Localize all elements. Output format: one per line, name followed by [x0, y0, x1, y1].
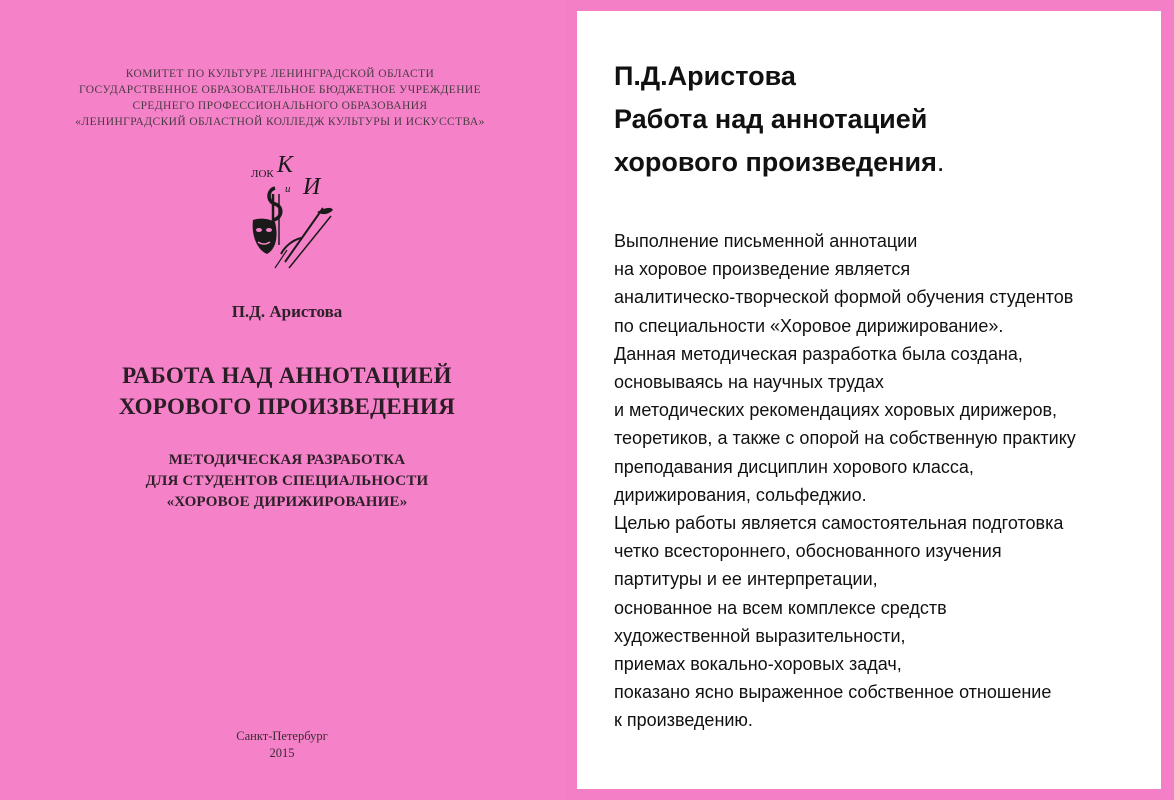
- annotation-line: основанное на всем комплексе средств: [614, 597, 947, 618]
- annotation-line: дирижирования, сольфеджио.: [614, 484, 867, 505]
- panel-title-period: .: [936, 147, 945, 177]
- annotation-line: аналитическо-творческой формой обучения студентов: [614, 287, 1074, 308]
- annotation-line: к произведению.: [614, 710, 753, 731]
- institution-line: ГОСУДАРСТВЕННОЕ ОБРАЗОВАТЕЛЬНОЕ БЮДЖЕТНОЕ УЧРЕЖДЕНИЕ: [78, 84, 482, 96]
- book-cover: [0, 0, 565, 800]
- panel-title-line: Работа над аннотацией: [614, 104, 928, 134]
- cover-year: 2015: [269, 746, 295, 760]
- cover-title: [0, 360, 574, 422]
- annotation-line: Выполнение письменной аннотации: [614, 231, 918, 251]
- annotation-line: художественной выразительности,: [614, 625, 906, 646]
- logo-text-k: К: [277, 152, 293, 178]
- annotation-line: основываясь на научных трудах: [614, 372, 884, 393]
- annotation-text: [614, 227, 1159, 735]
- annotation-line: на хоровое произведение является: [614, 259, 911, 280]
- logo-text-i: и: [285, 183, 291, 195]
- annotation-panel: [577, 11, 1161, 789]
- cover-author: П.Д. Аристова: [231, 302, 343, 321]
- college-logo-icon: [245, 150, 345, 275]
- cover-subtitle-line: «ХОРОВОЕ ДИРИЖИРОВАНИЕ»: [166, 494, 408, 510]
- institution-line: «ЛЕНИНГРАДСКИЙ ОБЛАСТНОЙ КОЛЛЕДЖ КУЛЬТУРЫ И ИСКУССТВА»: [75, 116, 485, 128]
- institution-line: СРЕДНЕГО ПРОФЕССИОНАЛЬНОГО ОБРАЗОВАНИЯ: [132, 100, 428, 112]
- panel-author: П.Д.Аристова: [614, 61, 796, 91]
- annotation-line: Данная методическая разработка была создана,: [614, 343, 1023, 364]
- annotation-line: четко всестороннего, обоснованного изучения: [614, 541, 1002, 562]
- logo-text-I: И: [303, 174, 321, 200]
- cover-imprint: [0, 728, 564, 762]
- panel-title-line: [614, 141, 944, 184]
- institution-line: КОМИТЕТ ПО КУЛЬТУРЕ ЛЕНИНГРАДСКОЙ ОБЛАСТИ: [125, 68, 435, 80]
- annotation-line: Целью работы является самостоятельная подготовка: [614, 513, 1064, 534]
- annotation-line: по специальности «Хоровое дирижирование».: [614, 315, 1004, 336]
- logo-text-lok: ЛОК: [251, 168, 274, 180]
- annotation-line: и методических рекомендациях хоровых дирижеров,: [614, 400, 1058, 421]
- cover-city: Санкт-Петербург: [236, 729, 328, 743]
- cover-title-line: ХОРОВОГО ПРОИЗВЕДЕНИЯ: [118, 394, 456, 419]
- annotation-line: приемах вокально-хоровых задач,: [614, 654, 902, 675]
- cover-subtitle: [0, 450, 574, 513]
- cover-institution-header: [40, 66, 520, 130]
- cover-subtitle-line: ДЛЯ СТУДЕНТОВ СПЕЦИАЛЬНОСТИ: [145, 473, 429, 489]
- annotation-line: преподавания дисциплин хорового класса,: [614, 456, 974, 477]
- annotation-line: партитуры и ее интерпретации,: [614, 569, 878, 590]
- cover-title-line: РАБОТА НАД АННОТАЦИЕЙ: [122, 363, 452, 388]
- panel-heading: [614, 55, 944, 184]
- cover-subtitle-line: МЕТОДИЧЕСКАЯ РАЗРАБОТКА: [168, 452, 406, 468]
- annotation-line: показано ясно выраженное собственное отношение: [614, 682, 1052, 703]
- panel-title-text: хорового произведения: [614, 147, 937, 177]
- annotation-line: теоретиков, а также с опорой на собственную практику: [614, 428, 1076, 449]
